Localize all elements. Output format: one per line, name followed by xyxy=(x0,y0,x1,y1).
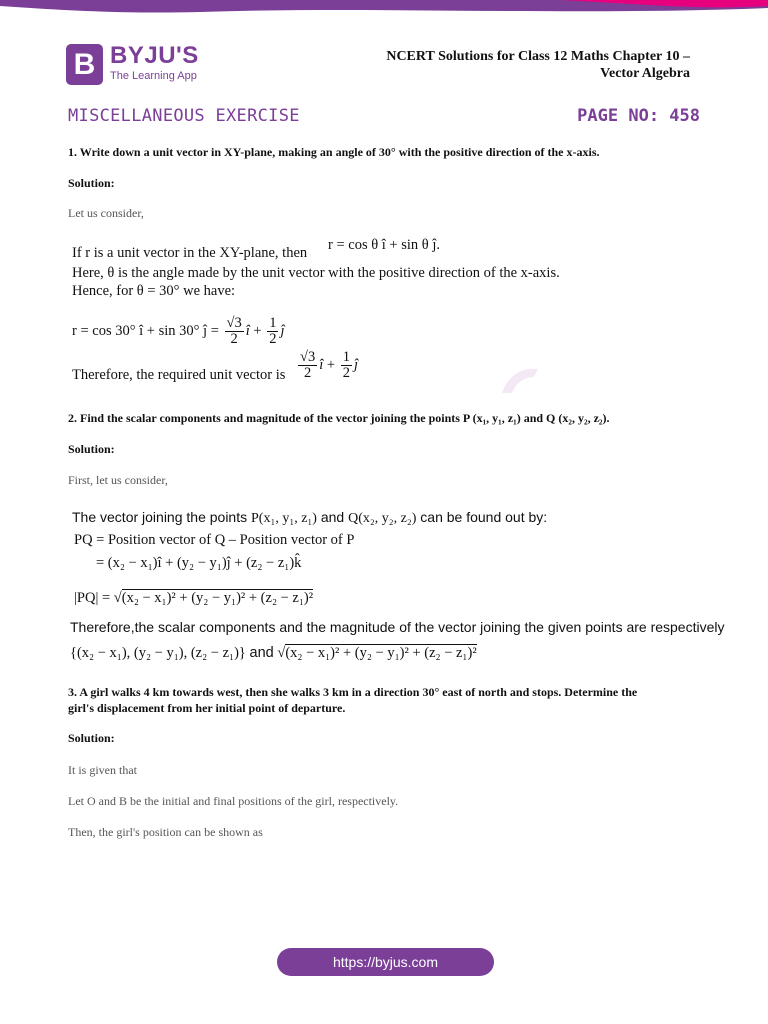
one-over-2: $\frac{1}{2}$ xyxy=(269,315,277,347)
q1-conclusion-vector: $\frac{√3}{2}$ î + $\frac{1}{2}$ ĵ xyxy=(300,349,358,381)
q1-line-1: If r is a unit vector in the XY-plane, then xyxy=(72,245,308,261)
solution-label-1: Solution: xyxy=(68,176,115,190)
question-1: 1. Write down a unit vector in XY-plane, making an angle of 30° with the positive direction of the x-axis. xyxy=(68,145,600,159)
q1-line-4-lhs: r = cos 30° î + sin 30° ĵ = xyxy=(72,322,219,339)
q3-line-1: It is given that xyxy=(68,763,137,777)
sqrt3-over-2: $\frac{√3}{2}$ xyxy=(226,315,242,347)
q1-line-2: Here, θ is the angle made by the unit vector with the positive direction of the x-axis. xyxy=(72,265,560,281)
solution-label-2: Solution: xyxy=(68,442,115,456)
footer-url-link[interactable]: https://byjus.com xyxy=(277,948,494,976)
q2-line-3: = (x₂ − x₁)î + (y₂ − y₁)ĵ + (z₂ − z₁)k̂ xyxy=(96,555,302,571)
q2-line-4: |PQ| = √(x₂ − x₁)² + (y₂ − y₁)² + (z₂ − z₁)² xyxy=(74,590,314,606)
section-title: MISCELLANEOUS EXERCISE xyxy=(68,106,300,126)
q3-line-3: Then, the girl's position can be shown as xyxy=(68,825,263,839)
document-header xyxy=(330,48,690,82)
q2-intro: First, let us consider, xyxy=(68,473,168,487)
question-3: 3. A girl walks 4 km towards west, then she walks 3 km in a direction 30° east of north and stops. Determine the girl's displacement from her initial point of departure. xyxy=(68,685,638,715)
question-2: 2. Find the scalar components and magnitude of the vector joining the points P (x₁, y₁, z₁) and Q (x₂, y₂, z₂). xyxy=(68,411,610,425)
byjus-logo[interactable] xyxy=(66,44,246,86)
q2-line-1: The vector joining the points P(x₁, y₁, z₁) and Q(x₂, y₂, z₂) can be found out by: xyxy=(72,509,548,526)
header-line-1: NCERT Solutions for Class 12 Maths Chapter 10 – xyxy=(386,49,690,64)
logo-name: BYJU'S xyxy=(110,42,199,69)
top-banner xyxy=(0,0,768,20)
logo-mark: B xyxy=(66,44,103,85)
logo-tagline: The Learning App xyxy=(110,70,197,82)
q2-line-2: PQ = Position vector of Q – Position vector of P xyxy=(74,532,355,548)
q1-line-1-formula: r = cos θ î + sin θ ĵ. xyxy=(328,237,441,253)
solution-label-3: Solution: xyxy=(68,731,115,745)
watermark-icon xyxy=(498,365,542,395)
q2-line-5: Therefore,the scalar components and the magnitude of the vector joining the given points are respectively xyxy=(70,619,725,635)
q1-conclusion: Therefore, the required unit vector is xyxy=(72,367,286,383)
q1-line-3: Hence, for θ = 30° we have: xyxy=(72,283,236,299)
q1-intro: Let us consider, xyxy=(68,206,144,220)
page-number: PAGE NO: 458 xyxy=(577,106,700,126)
q1-line-4: r = cos 30° î + sin 30° ĵ = $\frac{√3}{2}$ î + $\frac{1}{2}$ ĵ xyxy=(72,315,285,347)
q2-line-6: {(x₂ − x₁), (y₂ − y₁), (z₂ − z₁)} and √(x₂ − x₁)² + (y₂ − y₁)² + (z₂ − z₁)² xyxy=(70,645,477,661)
q3-line-2: Let O and B be the initial and final positions of the girl, respectively. xyxy=(68,794,399,808)
header-line-2: Vector Algebra xyxy=(600,66,690,81)
